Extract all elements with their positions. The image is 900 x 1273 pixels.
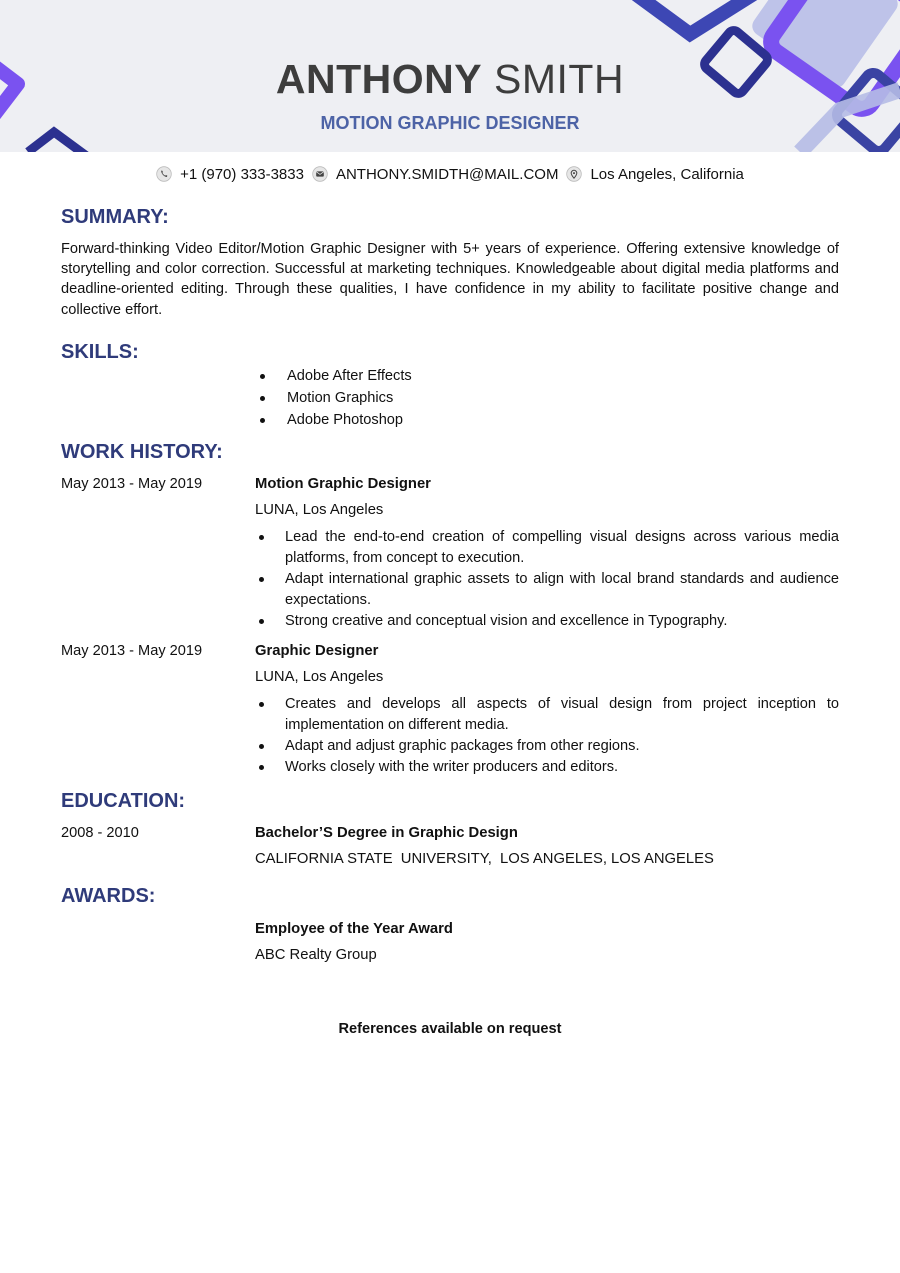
summary-text: Forward-thinking Video Editor/Motion Graphic Designer with 5+ years of experience. Offering extensive knowledge of storytelling and color correction. Successful at marketing techniques. Knowledgeable about digital media platforms and deadline-oriented editing. Through these qualities, I have confidence in my ability to facilitate positive change and collective effort. (61, 241, 839, 318)
phone-icon (156, 166, 172, 182)
skill-item: Motion Graphics (260, 387, 660, 409)
contact-email (312, 166, 558, 183)
duty-item: Lead the end-to-end creation of compelling visual designs across various media platforms, from concept to execution. (255, 527, 839, 569)
skill-item: Adobe Photoshop (260, 409, 660, 431)
award-organization: ABC Realty Group (255, 947, 377, 963)
job-role: MOTION GRAPHIC DESIGNER (320, 113, 580, 133)
contact-location (566, 166, 743, 183)
location-pin-icon (566, 166, 582, 182)
skills-list (260, 365, 660, 432)
duty-item: Adapt international graphic assets to align with local brand standards and audience expectations. (255, 569, 839, 611)
first-name: ANTHONY (275, 56, 483, 102)
references-note: References available on request (338, 1021, 562, 1037)
job-dates: May 2013 - May 2019 (61, 643, 203, 659)
candidate-name (0, 54, 900, 104)
email-address: ANTHONY.SMIDTH@MAIL.COM (335, 165, 559, 183)
job-company: LUNA, Los Angeles (255, 502, 384, 518)
skills-heading: SKILLS: (61, 341, 139, 363)
contact-bar (0, 163, 900, 185)
duty-item: Works closely with the writer producers and editors. (255, 757, 839, 778)
location-text: Los Angeles, California (590, 165, 744, 183)
job-title: Motion Graphic Designer (255, 476, 431, 492)
duty-item: Adapt and adjust graphic packages from other regions. (255, 736, 839, 757)
school-name: CALIFORNIA STATE UNIVERSITY, LOS ANGELES, LOS ANGELES (255, 851, 714, 867)
job-duties-list (255, 527, 839, 632)
job-company: LUNA, Los Angeles (255, 669, 384, 685)
phone-number: +1 (970) 333-3833 (180, 165, 304, 183)
education-dates: 2008 - 2010 (61, 825, 139, 841)
job-dates: May 2013 - May 2019 (61, 476, 203, 492)
email-icon (312, 166, 328, 182)
skill-item: Adobe After Effects (260, 365, 660, 387)
duty-item: Creates and develops all aspects of visual design from project inception to implementation on different media. (255, 694, 839, 736)
duty-item: Strong creative and conceptual vision and excellence in Typography. (255, 611, 839, 632)
job-title: Graphic Designer (255, 643, 379, 659)
education-heading: EDUCATION: (61, 790, 186, 812)
last-name: SMITH (494, 56, 625, 102)
awards-heading: AWARDS: (61, 885, 156, 907)
header-banner (0, 0, 900, 152)
degree-title: Bachelor’S Degree in Graphic Design (255, 825, 518, 841)
work-history-heading: WORK HISTORY: (61, 441, 223, 463)
award-name: Employee of the Year Award (255, 921, 453, 937)
job-duties-list (255, 694, 839, 778)
contact-phone (156, 166, 304, 183)
summary-heading: SUMMARY: (61, 206, 169, 228)
